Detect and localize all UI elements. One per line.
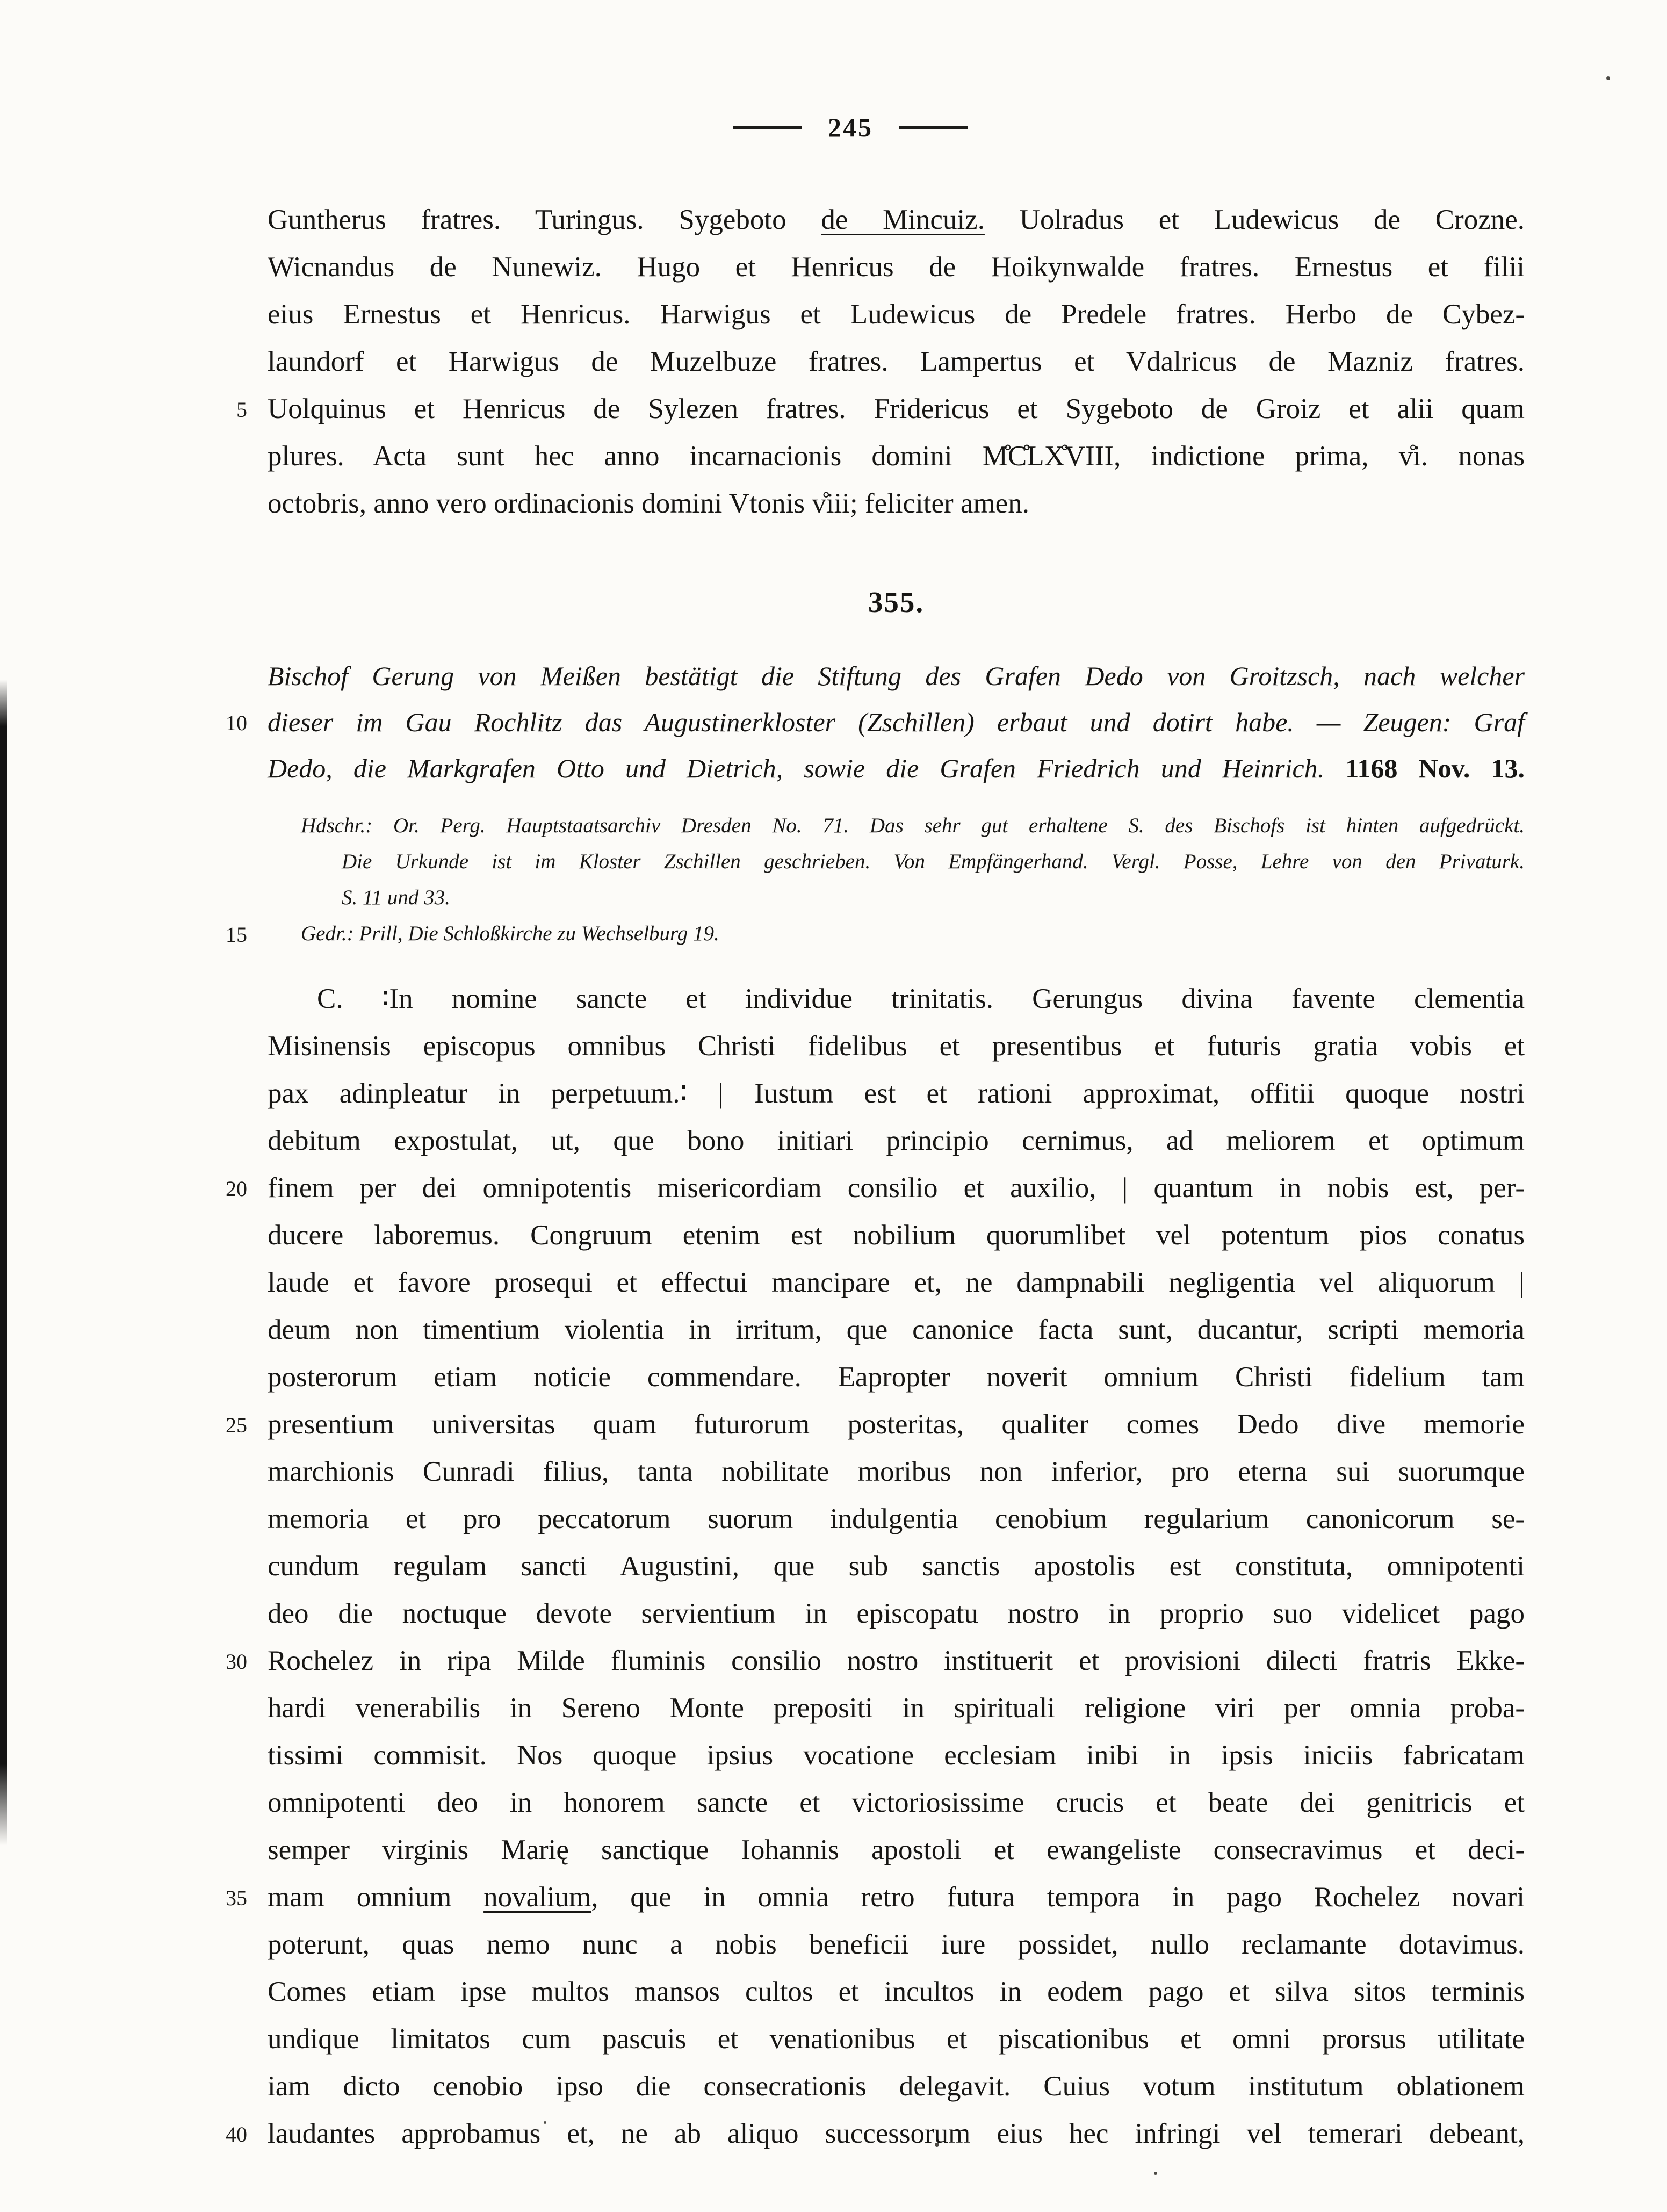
text-run: Uolradus et Ludewicus de Crozne. xyxy=(984,204,1525,235)
text-line xyxy=(268,653,1525,699)
text-line-content: iam dicto cenobio ipso die consecrationis delegavit. Cuius votum institutum oblationem xyxy=(268,2071,1525,2102)
text-line xyxy=(268,243,1525,291)
margin-line-number: 5 xyxy=(236,398,247,422)
text-line xyxy=(268,1495,1525,1543)
text-line-content xyxy=(268,1874,1525,1921)
text-line-content: dieser im Gau Rochlitz das Augustinerkloster (Zschillen) erbaut und dotirt habe. — Zeugen: Graf xyxy=(268,707,1525,737)
text-run: Dedo, die Markgrafen Otto und Dietrich, sowie die Grafen Friedrich und Heinrich. xyxy=(268,753,1346,783)
text-line-content: laudantes approbamus et, ne ab aliquo successorum eius hec infringi vel temerari debeant, xyxy=(268,2118,1525,2149)
text-line-content: Gedr.: Prill, Die Schloßkirche zu Wechselburg 19. xyxy=(301,922,719,945)
margin-line-number: 20 xyxy=(226,1177,247,1201)
text-line-content: omnipotenti deo in honorem sancte et victoriosissime crucis et beate dei genitricis et xyxy=(268,1787,1525,1818)
text-line xyxy=(226,1401,1525,1448)
text-line-content: Misinensis episcopus omnibus Christi fidelibus et presentibus et futuris gratia vobis et xyxy=(268,1031,1525,1062)
text-line xyxy=(268,1779,1525,1826)
text-line xyxy=(268,433,1525,480)
text-line xyxy=(268,2063,1525,2110)
text-line-content: semper virginis Marię sanctique Iohannis apostoli et ewangeliste consecravimus et deci- xyxy=(268,1834,1525,1865)
source-apparatus xyxy=(226,808,1525,952)
text-line xyxy=(268,1070,1525,1117)
text-line-content: tissimi commisit. Nos quoque ipsius vocatione ecclesiam inibi in ipsis iniciis fabricatam xyxy=(268,1740,1525,1771)
underlined-text: novalium xyxy=(483,1882,591,1913)
text-line xyxy=(226,699,1525,745)
text-line xyxy=(268,1353,1525,1401)
text-line-content: plures. Acta sunt hec anno incarnacionis domini M̊C̊LX̊VIII, indictione prima, v̊i. nonas xyxy=(268,441,1525,472)
margin-line-number: 15 xyxy=(226,923,247,947)
text-line xyxy=(268,1212,1525,1259)
text-line xyxy=(268,338,1525,385)
text-line-content: Wicnandus de Nunewiz. Hugo et Henricus de Hoikynwalde fratres. Ernestus et filii xyxy=(268,251,1525,283)
text-line xyxy=(226,1164,1525,1212)
margin-line-number: 35 xyxy=(226,1886,247,1910)
text-line xyxy=(268,1590,1525,1637)
text-line xyxy=(268,1968,1525,2015)
margin-line-number: 10 xyxy=(226,711,247,735)
charter-text xyxy=(226,975,1525,2157)
text-line-content: ducere laboremus. Congruum etenim est nobilium quorumlibet vel potentum pios conatus xyxy=(268,1220,1525,1251)
text-line-content: eius Ernestus et Henricus. Harwigus et Ludewicus de Predele fratres. Herbo de Cybez- xyxy=(268,299,1525,330)
text-line xyxy=(268,1543,1525,1590)
text-line xyxy=(268,1117,1525,1164)
text-line xyxy=(268,1306,1525,1353)
text-line xyxy=(226,916,1525,952)
scan-artifact-left-edge xyxy=(0,680,7,1846)
margin-line-number: 30 xyxy=(226,1649,247,1674)
text-line-content: finem per dei omnipotentis misericordiam consilio et auxilio, | quantum in nobis est, per- xyxy=(268,1172,1525,1204)
text-line xyxy=(268,1684,1525,1732)
text-line xyxy=(268,1732,1525,1779)
text-run: , que in omnia retro futura tempora in pago Rochelez novari xyxy=(591,1882,1525,1913)
text-line-content: deo die noctuque devote servientium in episcopatu nostro in proprio suo videlicet pago xyxy=(268,1598,1525,1629)
text-run: mam omnium xyxy=(268,1882,484,1913)
text-line xyxy=(268,808,1525,844)
text-line-content: S. 11 und 33. xyxy=(342,886,450,909)
text-line xyxy=(268,1921,1525,1968)
header-rule-left xyxy=(733,126,802,129)
text-line xyxy=(268,844,1525,880)
text-line-content: Die Urkunde ist im Kloster Zschillen geschrieben. Von Empfängerhand. Vergl. Posse, Lehre von den Privaturk. xyxy=(342,850,1525,873)
text-line-content: laude et favore prosequi et effectui mancipare et, ne dampnabili negligentia vel aliquorum | xyxy=(268,1267,1525,1298)
page-number: 245 xyxy=(828,112,873,142)
text-line xyxy=(268,745,1525,791)
header-rule-right xyxy=(899,126,968,129)
scan-speck xyxy=(1154,2172,1157,2175)
text-line xyxy=(226,1637,1525,1684)
text-line-content: Comes etiam ipse multos mansos cultos et incultos in eodem pago et silva sitos terminis xyxy=(268,1976,1525,2007)
text-line xyxy=(268,1259,1525,1306)
text-line xyxy=(268,1022,1525,1070)
text-line xyxy=(268,1448,1525,1495)
text-line xyxy=(268,2015,1525,2063)
text-line xyxy=(268,480,1525,527)
text-line xyxy=(268,1826,1525,1874)
text-line-content: cundum regulam sancti Augustini, que sub sanctis apostolis est constituta, omnipotenti xyxy=(268,1551,1525,1582)
text-line xyxy=(226,1874,1525,1921)
text-line xyxy=(268,975,1525,1022)
text-line-content: marchionis Cunradi filius, tanta nobilitate moribus non inferior, pro eterna sui suorumque xyxy=(268,1456,1525,1487)
text-line-content: posterorum etiam noticie commendare. Eapropter noverit omnium Christi fidelium tam xyxy=(268,1361,1525,1393)
text-run: Guntherus fratres. Turingus. Sygeboto xyxy=(268,204,821,235)
text-line-content: undique limitatos cum pascuis et venationibus et piscationibus et omni prorsus utilitate xyxy=(268,2023,1525,2055)
text-line-content: Rochelez in ripa Milde fluminis consilio nostro instituerit et provisioni dilecti fratris Ekke- xyxy=(268,1645,1525,1676)
text-line xyxy=(268,880,1525,916)
text-line xyxy=(268,196,1525,243)
text-line-content: C. ∶In nomine sancte et individue trinitatis. Gerungus divina favente clementia xyxy=(317,983,1525,1014)
margin-line-number: 25 xyxy=(226,1413,247,1437)
text-line-content: octobris, anno vero ordinacionis domini Vtonis v̊iii; feliciter amen. xyxy=(268,488,1029,519)
text-line xyxy=(226,2110,1525,2157)
text-line-content: Hdschr.: Or. Perg. Hauptstaatsarchiv Dresden No. 71. Das sehr gut erhaltene S. des Bischofs ist hinten aufgedrückt. xyxy=(301,814,1525,837)
text-line-content xyxy=(268,196,1525,243)
text-line-content: deum non timentium violentia in irritum, que canonice facta sunt, ducantur, scripti memoria xyxy=(268,1314,1525,1345)
text-line-content: Bischof Gerung von Meißen bestätigt die Stiftung des Grafen Dedo von Groitzsch, nach welcher xyxy=(268,661,1525,691)
text-line-content: memoria et pro peccatorum suorum indulgentia cenobium regularium canonicorum se- xyxy=(268,1503,1525,1534)
text-line-content: presentium universitas quam futurorum posteritas, qualiter comes Dedo dive memorie xyxy=(268,1409,1525,1440)
text-line-content: pax adinpleatur in perpetuum.∶ | Iustum est et rationi approximat, offitii quoque nostri xyxy=(268,1078,1525,1109)
text-line-content xyxy=(268,745,1525,791)
text-line-content: laundorf et Harwigus de Muzelbuze fratres. Lampertus et Vdalricus de Mazniz fratres. xyxy=(268,346,1525,377)
margin-line-number: 40 xyxy=(226,2122,247,2146)
text-line-content: debitum expostulat, ut, que bono initiari principio cernimus, ad meliorem et optimum xyxy=(268,1125,1525,1156)
underlined-text: de Mincuiz. xyxy=(821,204,985,235)
text-line-content: poterunt, quas nemo nunc a nobis beneficii iure possidet, nullo reclamante dotavimus. xyxy=(268,1929,1525,1960)
scan-speck xyxy=(1606,76,1610,80)
text-line xyxy=(236,385,1525,433)
document-number-heading: 355. xyxy=(868,586,925,618)
text-line xyxy=(268,291,1525,338)
continuation-paragraph xyxy=(236,196,1525,527)
document-summary xyxy=(226,653,1525,791)
text-line-content: hardi venerabilis in Sereno Monte prepositi in spirituali religione viri per omnia proba- xyxy=(268,1692,1525,1724)
page-header xyxy=(176,110,1525,145)
text-run: 1168 Nov. 13. xyxy=(1345,753,1525,783)
text-line-content: Uolquinus et Henricus de Sylezen fratres. Fridericus et Sygeboto de Groiz et alii quam xyxy=(268,393,1525,424)
